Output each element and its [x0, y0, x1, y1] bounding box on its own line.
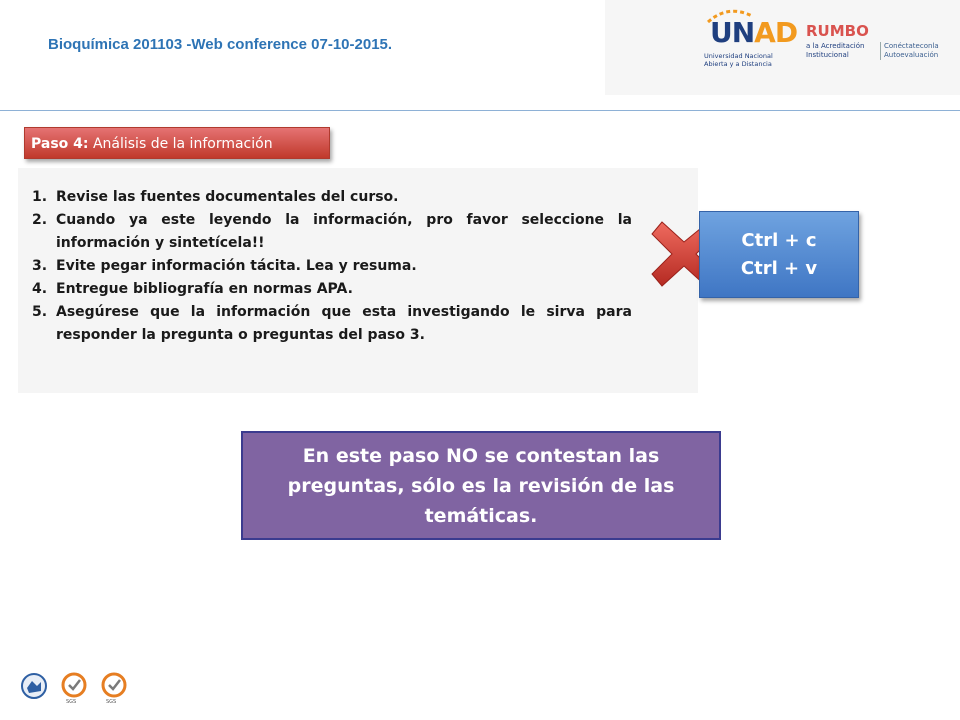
header-divider	[0, 110, 960, 111]
sgs-certification-icon	[60, 672, 88, 702]
note-text: En este paso NO se contestan las preguntas, sólo es la revisión de las temáticas.	[287, 444, 675, 527]
page-title: Bioquímica 201103 -Web conference 07-10-2015.	[48, 36, 393, 53]
list-item: 5. Asegúrese que la información que esta investigando le sirva para responder la pregunta o preguntas del paso 3.	[32, 304, 632, 343]
list-item: 2. Cuando ya este leyendo la información, pro favor seleccione la información y sintetícela!!	[32, 212, 632, 251]
sgs-label: SGS	[106, 699, 117, 705]
unad-wordmark: UNAD	[710, 16, 798, 49]
note-box	[241, 431, 721, 540]
step-heading: Paso 4: Análisis de la información	[24, 127, 330, 159]
instruction-list	[32, 186, 632, 347]
colombia-seal-icon	[20, 672, 48, 702]
copy-shortcut-label: Ctrl + c	[741, 230, 817, 251]
rumbo-subtitle: a la Acreditación Institucional	[806, 42, 865, 59]
unad-subtitle: Universidad Nacional Abierta y a Distancia	[704, 52, 773, 68]
conectate-subtitle: Conéctateconla Autoevaluación	[880, 42, 939, 60]
paste-shortcut-label: Ctrl + v	[740, 258, 818, 279]
list-item: 1. Revise las fuentes documentales del curso.	[32, 189, 399, 205]
unad-logo	[700, 8, 798, 83]
sgs-certification-icon	[100, 672, 128, 702]
list-item: 4. Entregue bibliografía en normas APA.	[32, 281, 353, 297]
sgs-label: SGS	[66, 699, 77, 705]
list-item: 3. Evite pegar información tácita. Lea y resuma.	[32, 258, 417, 274]
shortcut-box	[699, 211, 859, 298]
rumbo-logo	[806, 22, 956, 72]
rumbo-wordmark: RUMBO	[806, 22, 869, 40]
